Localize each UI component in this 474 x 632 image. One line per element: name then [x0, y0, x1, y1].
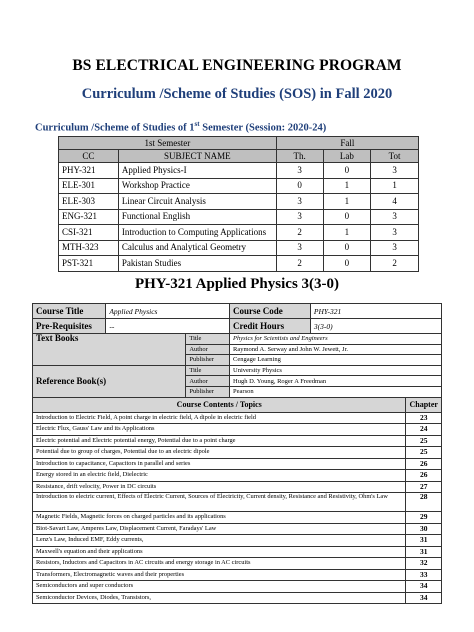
topic-text: Electric potential and Electric potential energy, Potential due to a point charge [33, 435, 406, 447]
topic-row [33, 470, 442, 482]
column-header: Th. [276, 150, 323, 163]
semester-header-right: Fall [276, 137, 418, 150]
table-cell: 3 [276, 163, 323, 179]
table-cell: 1 [323, 225, 371, 241]
table-cell: PST-321 [59, 256, 119, 272]
topic-row [33, 546, 442, 558]
table-cell: 2 [371, 256, 419, 272]
topic-row [33, 493, 442, 512]
table-cell: Calculus and Analytical Geometry [118, 240, 276, 256]
table-cell: 0 [276, 178, 323, 194]
topic-chapter: 31 [406, 546, 442, 558]
topic-text: Maxwell's equation and their applications [33, 546, 406, 558]
table-row [59, 163, 419, 179]
semester-title [35, 120, 326, 134]
reference-author-label: Author [186, 376, 230, 387]
textbook-publisher-label: Publisher [186, 355, 230, 366]
column-header: Tot [371, 150, 419, 163]
contents-header-row [33, 397, 442, 412]
course-title-label: Course Title [33, 304, 106, 319]
table-cell: 0 [323, 240, 371, 256]
topic-chapter: 23 [406, 412, 442, 424]
topic-row [33, 535, 442, 547]
topic-row [33, 569, 442, 581]
table-cell: 3 [276, 240, 323, 256]
topic-row [33, 424, 442, 436]
table-cell: ENG-321 [59, 209, 119, 225]
table-row [59, 225, 419, 241]
table-cell: Linear Circuit Analysis [118, 194, 276, 210]
semester-title-suffix: Semester (Session: 2020-24) [199, 122, 327, 134]
table-row [59, 178, 419, 194]
topic-chapter: 30 [406, 523, 442, 535]
table-cell: Pakistan Studies [118, 256, 276, 272]
reference-title: University Physics [230, 365, 442, 376]
topic-row [33, 481, 442, 493]
course-code-label: Course Code [230, 304, 311, 319]
table-cell: 1 [323, 194, 371, 210]
topic-row [33, 435, 442, 447]
textbook-title-label: Title [186, 334, 230, 345]
textbooks-label: Text Books [33, 334, 186, 366]
table-cell: Applied Physics-I [118, 163, 276, 179]
topic-chapter: 34 [406, 592, 442, 604]
course-title-value: Applied Physics [106, 304, 230, 319]
topic-text: Potential due to group of charges, Potential due to an electric dipole [33, 447, 406, 459]
topic-text: Resistors, Inductors and Capacitors in AC circuits and energy storage in AC circuits [33, 558, 406, 570]
reference-publisher: Pearson [230, 386, 442, 397]
table-cell: MTH-323 [59, 240, 119, 256]
topic-chapter: 26 [406, 470, 442, 482]
topic-chapter: 34 [406, 581, 442, 593]
semester-header-row [59, 137, 419, 150]
textbook-author: Raymond A. Serway and John W. Jewett, Jr. [230, 344, 442, 355]
prereq-row [33, 319, 442, 334]
topic-text: Energy stored in an electric field, Dielectric [33, 470, 406, 482]
table-cell: CSI-321 [59, 225, 119, 241]
table-cell: 3 [371, 225, 419, 241]
program-title: BS ELECTRICAL ENGINEERING PROGRAM [72, 57, 402, 74]
textbook-author-label: Author [186, 344, 230, 355]
topic-row [33, 512, 442, 524]
table-cell: 1 [371, 178, 419, 194]
table-cell: 3 [371, 240, 419, 256]
reference-label: Reference Book(s) [33, 365, 186, 397]
table-cell: 3 [276, 209, 323, 225]
topic-row [33, 592, 442, 604]
table-cell: 2 [276, 256, 323, 272]
table-cell: 3 [276, 194, 323, 210]
table-row [59, 209, 419, 225]
table-row [59, 194, 419, 210]
table-cell: 2 [276, 225, 323, 241]
table-cell: 3 [371, 163, 419, 179]
topic-text: Introduction to electric current, Effects of Electric Current, Sources of Electricity, Current density, Resistance and Resistivity, Ohm's Law [33, 493, 406, 512]
semester-table [58, 136, 419, 272]
topic-text: Introduction to capacitance, Capacitors in parallel and series [33, 458, 406, 470]
topic-text: Transformers, Electromagnetic waves and their properties [33, 569, 406, 581]
curriculum-title: Curriculum /Scheme of Studies (SOS) in Fall 2020 [81, 86, 393, 102]
topic-row [33, 581, 442, 593]
reference-title-row [33, 365, 442, 376]
semester-header-left: 1st Semester [59, 137, 277, 150]
chapter-label: Chapter [406, 397, 442, 412]
table-cell: 1 [323, 178, 371, 194]
reference-publisher-label: Publisher [186, 386, 230, 397]
table-row [59, 240, 419, 256]
topic-chapter: 26 [406, 458, 442, 470]
table-cell: 4 [371, 194, 419, 210]
topic-row [33, 523, 442, 535]
table-cell: Functional English [118, 209, 276, 225]
topic-chapter: 25 [406, 447, 442, 459]
table-cell: 0 [323, 209, 371, 225]
column-header: Lab [323, 150, 371, 163]
textbook-publisher: Cengage Learning [230, 355, 442, 366]
topic-chapter: 25 [406, 435, 442, 447]
table-cell: 0 [323, 163, 371, 179]
topic-text: Electric Flux, Gauss' Law and its Applications [33, 424, 406, 436]
credit-value: 3(3-0) [310, 319, 441, 334]
course-title-row [33, 304, 442, 319]
course-heading: PHY-321 Applied Physics 3(3-0) [134, 276, 340, 292]
table-cell: Introduction to Computing Applications [118, 225, 276, 241]
contents-label: Course Contents / Topics [33, 397, 406, 412]
topic-chapter: 29 [406, 512, 442, 524]
credit-label: Credit Hours [230, 319, 311, 334]
prereq-label: Pre-Requisites [33, 319, 106, 334]
table-cell: PHY-321 [59, 163, 119, 179]
table-cell: 0 [323, 256, 371, 272]
column-header: SUBJECT NAME [118, 150, 276, 163]
reference-title-label: Title [186, 365, 230, 376]
topic-row [33, 447, 442, 459]
course-code-value: PHY-321 [310, 304, 441, 319]
table-cell: 3 [371, 209, 419, 225]
prereq-value: -- [106, 319, 230, 334]
topic-text: Semiconductors and super conductors [33, 581, 406, 593]
table-cell: ELE-301 [59, 178, 119, 194]
semester-title-prefix: Curriculum /Scheme of Studies of 1 [35, 122, 195, 134]
reference-author: Hugh D. Young, Roger A Freedman [230, 376, 442, 387]
semester-title-sup: st [194, 120, 200, 128]
topic-row [33, 558, 442, 570]
topic-chapter: 28 [406, 493, 442, 512]
topic-chapter: 33 [406, 569, 442, 581]
topic-row [33, 458, 442, 470]
textbook-title: Physics for Scientists and Engineers [230, 334, 442, 345]
table-cell: Workshop Practice [118, 178, 276, 194]
topic-text: Semiconductor Devices, Diodes, Transistors, [33, 592, 406, 604]
topic-chapter: 31 [406, 535, 442, 547]
topic-text: Lenz's Law, Induced EMF, Eddy currents, [33, 535, 406, 547]
topic-text: Magnetic Fields, Magnetic forces on charged particles and its applications [33, 512, 406, 524]
topic-chapter: 32 [406, 558, 442, 570]
semester-column-row [59, 150, 419, 163]
topic-row [33, 412, 442, 424]
topic-chapter: 27 [406, 481, 442, 493]
topic-text: Resistance, drift velocity, Power in DC circuits [33, 481, 406, 493]
table-row [59, 256, 419, 272]
table-cell: ELE-303 [59, 194, 119, 210]
topic-text: Introduction to Electric Field, A point charge in electric field, A dipole in electric field [33, 412, 406, 424]
column-header: CC [59, 150, 119, 163]
topic-text: Biot-Savart Law, Amperes Law, Displacement Current, Faradays' Law [33, 523, 406, 535]
textbook-title-row [33, 334, 442, 345]
course-table [32, 303, 442, 604]
topic-chapter: 24 [406, 424, 442, 436]
